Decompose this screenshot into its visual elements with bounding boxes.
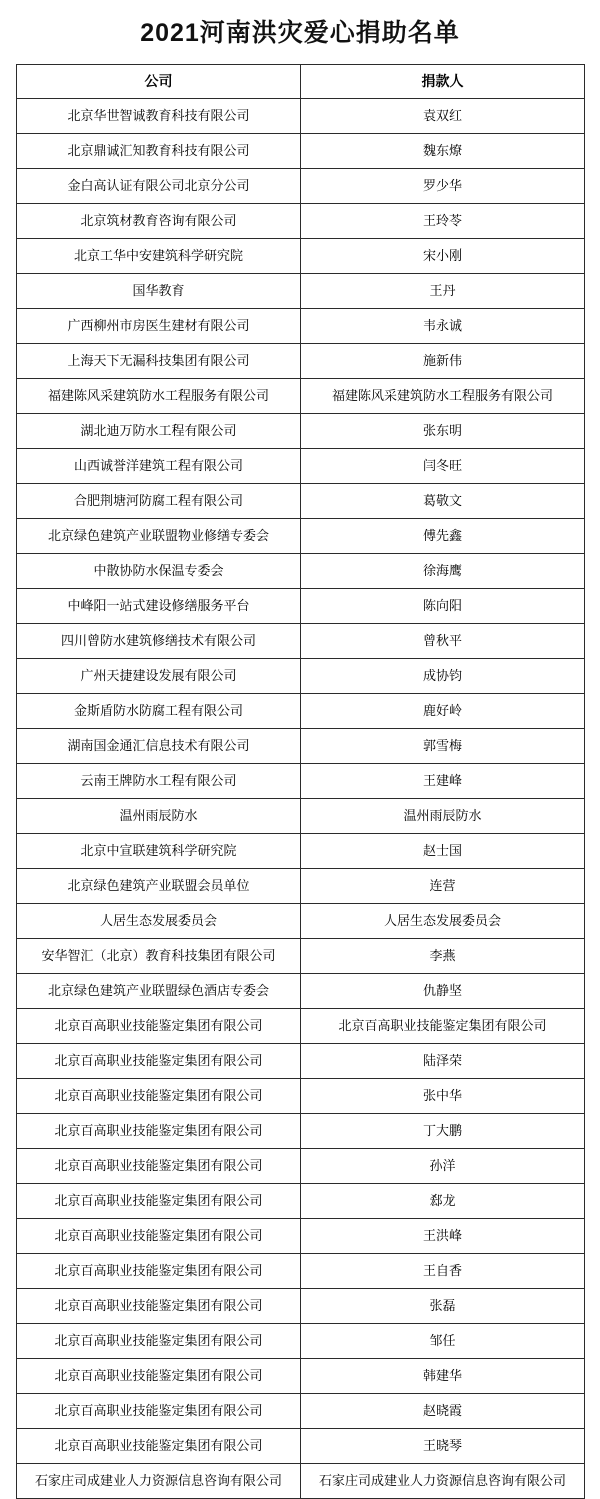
cell-donor: 闫冬旺: [301, 449, 585, 484]
table-row: [17, 729, 585, 764]
cell-donor: 孙洋: [301, 1149, 585, 1184]
table-row: [17, 1324, 585, 1359]
cell-donor: 葛敬文: [301, 484, 585, 519]
cell-company: 金白高认证有限公司北京分公司: [17, 169, 301, 204]
cell-company: 北京鼎诚汇知教育科技有限公司: [17, 134, 301, 169]
table-row: [17, 1429, 585, 1464]
cell-donor: 郭雪梅: [301, 729, 585, 764]
cell-donor: 李燕: [301, 939, 585, 974]
table-row: [17, 624, 585, 659]
cell-company: 湖北迪万防水工程有限公司: [17, 414, 301, 449]
cell-company: 北京绿色建筑产业联盟会员单位: [17, 869, 301, 904]
cell-company: 北京百高职业技能鉴定集团有限公司: [17, 1359, 301, 1394]
cell-company: 北京中宣联建筑科学研究院: [17, 834, 301, 869]
cell-donor: 王晓琴: [301, 1429, 585, 1464]
cell-donor: 福建陈风采建筑防水工程服务有限公司: [301, 379, 585, 414]
table-row: [17, 1184, 585, 1219]
page-title: 2021河南洪灾爱心捐助名单: [140, 19, 460, 47]
cell-company: 人居生态发展委员会: [17, 904, 301, 939]
cell-company: 北京百高职业技能鉴定集团有限公司: [17, 1289, 301, 1324]
cell-donor: 郄龙: [301, 1184, 585, 1219]
cell-donor: 王自香: [301, 1254, 585, 1289]
cell-company: 金斯盾防水防腐工程有限公司: [17, 694, 301, 729]
cell-donor: 仇静坚: [301, 974, 585, 1009]
table-row: [17, 239, 585, 274]
column-header-donor: 捐款人: [301, 65, 585, 99]
cell-company: 北京百高职业技能鉴定集团有限公司: [17, 1149, 301, 1184]
table-row: [17, 694, 585, 729]
table-row: [17, 1079, 585, 1114]
cell-donor: 曾秋平: [301, 624, 585, 659]
table-row: [17, 1044, 585, 1079]
table-row: [17, 99, 585, 134]
cell-company: 合肥荆塘河防腐工程有限公司: [17, 484, 301, 519]
cell-donor: 成协钧: [301, 659, 585, 694]
cell-donor: 罗少华: [301, 169, 585, 204]
cell-company: 广州天捷建设发展有限公司: [17, 659, 301, 694]
cell-company: 四川曾防水建筑修缮技术有限公司: [17, 624, 301, 659]
table-row: [17, 414, 585, 449]
cell-donor: 邹任: [301, 1324, 585, 1359]
donation-table: [16, 64, 585, 1499]
cell-company: 湖南国金通汇信息技术有限公司: [17, 729, 301, 764]
cell-company: 国华教育: [17, 274, 301, 309]
cell-company: 北京百高职业技能鉴定集团有限公司: [17, 1079, 301, 1114]
cell-company: 北京百高职业技能鉴定集团有限公司: [17, 1184, 301, 1219]
cell-donor: 赵士国: [301, 834, 585, 869]
cell-donor: 韦永诚: [301, 309, 585, 344]
cell-donor: 王建峰: [301, 764, 585, 799]
table-row: [17, 1289, 585, 1324]
table-row: [17, 799, 585, 834]
table-row: [17, 974, 585, 1009]
table-header-row: [17, 65, 585, 99]
column-header-company: 公司: [17, 65, 301, 99]
cell-donor: 石家庄司成建业人力资源信息咨询有限公司: [301, 1464, 585, 1499]
cell-donor: 魏东燎: [301, 134, 585, 169]
cell-company: 北京筑材教育咨询有限公司: [17, 204, 301, 239]
cell-company: 北京工华中安建筑科学研究院: [17, 239, 301, 274]
cell-donor: 袁双红: [301, 99, 585, 134]
cell-donor: 赵晓霞: [301, 1394, 585, 1429]
cell-company: 广西柳州市房医生建材有限公司: [17, 309, 301, 344]
table-row: [17, 519, 585, 554]
cell-company: 北京百高职业技能鉴定集团有限公司: [17, 1254, 301, 1289]
table-row: [17, 344, 585, 379]
cell-company: 北京华世智诚教育科技有限公司: [17, 99, 301, 134]
cell-company: 福建陈风采建筑防水工程服务有限公司: [17, 379, 301, 414]
table-row: [17, 484, 585, 519]
cell-donor: 人居生态发展委员会: [301, 904, 585, 939]
cell-donor: 王洪峰: [301, 1219, 585, 1254]
table-row: [17, 1114, 585, 1149]
table-header: [17, 65, 585, 99]
table-row: [17, 1219, 585, 1254]
table-row: [17, 1464, 585, 1499]
cell-company: 石家庄司成建业人力资源信息咨询有限公司: [17, 1464, 301, 1499]
table-row: [17, 904, 585, 939]
cell-donor: 连营: [301, 869, 585, 904]
cell-donor: 鹿好岭: [301, 694, 585, 729]
cell-company: 北京绿色建筑产业联盟物业修缮专委会: [17, 519, 301, 554]
cell-donor: 傅先鑫: [301, 519, 585, 554]
table-row: [17, 1009, 585, 1044]
table-row: [17, 939, 585, 974]
cell-company: 中峰阳一站式建设修缮服务平台: [17, 589, 301, 624]
cell-donor: 张磊: [301, 1289, 585, 1324]
cell-donor: 王玲苓: [301, 204, 585, 239]
cell-company: 北京百高职业技能鉴定集团有限公司: [17, 1219, 301, 1254]
cell-donor: 张东明: [301, 414, 585, 449]
cell-company: 安华智汇（北京）教育科技集团有限公司: [17, 939, 301, 974]
cell-donor: 北京百高职业技能鉴定集团有限公司: [301, 1009, 585, 1044]
cell-company: 山西诚誉洋建筑工程有限公司: [17, 449, 301, 484]
cell-company: 云南王牌防水工程有限公司: [17, 764, 301, 799]
cell-company: 北京百高职业技能鉴定集团有限公司: [17, 1009, 301, 1044]
table-row: [17, 1254, 585, 1289]
cell-donor: 王丹: [301, 274, 585, 309]
table-row: [17, 869, 585, 904]
table-row: [17, 134, 585, 169]
cell-donor: 张中华: [301, 1079, 585, 1114]
table-row: [17, 589, 585, 624]
cell-donor: 韩建华: [301, 1359, 585, 1394]
table-row: [17, 1359, 585, 1394]
cell-company: 北京百高职业技能鉴定集团有限公司: [17, 1114, 301, 1149]
table-row: [17, 309, 585, 344]
table-row: [17, 274, 585, 309]
cell-donor: 宋小刚: [301, 239, 585, 274]
cell-donor: 施新伟: [301, 344, 585, 379]
cell-company: 北京百高职业技能鉴定集团有限公司: [17, 1044, 301, 1079]
cell-donor: 徐海鹰: [301, 554, 585, 589]
cell-company: 温州雨辰防水: [17, 799, 301, 834]
table-row: [17, 449, 585, 484]
cell-company: 上海天下无漏科技集团有限公司: [17, 344, 301, 379]
cell-donor: 丁大鹏: [301, 1114, 585, 1149]
table-row: [17, 1149, 585, 1184]
cell-donor: 温州雨辰防水: [301, 799, 585, 834]
table-row: [17, 1394, 585, 1429]
table-row: [17, 834, 585, 869]
table-row: [17, 659, 585, 694]
table-body: [17, 99, 585, 1499]
cell-company: 北京百高职业技能鉴定集团有限公司: [17, 1394, 301, 1429]
table-row: [17, 554, 585, 589]
cell-company: 北京百高职业技能鉴定集团有限公司: [17, 1429, 301, 1464]
cell-donor: 陆泽荣: [301, 1044, 585, 1079]
cell-donor: 陈向阳: [301, 589, 585, 624]
cell-company: 北京绿色建筑产业联盟绿色酒店专委会: [17, 974, 301, 1009]
cell-company: 北京百高职业技能鉴定集团有限公司: [17, 1324, 301, 1359]
cell-company: 中散协防水保温专委会: [17, 554, 301, 589]
table-row: [17, 169, 585, 204]
table-row: [17, 204, 585, 239]
table-row: [17, 764, 585, 799]
table-row: [17, 379, 585, 414]
